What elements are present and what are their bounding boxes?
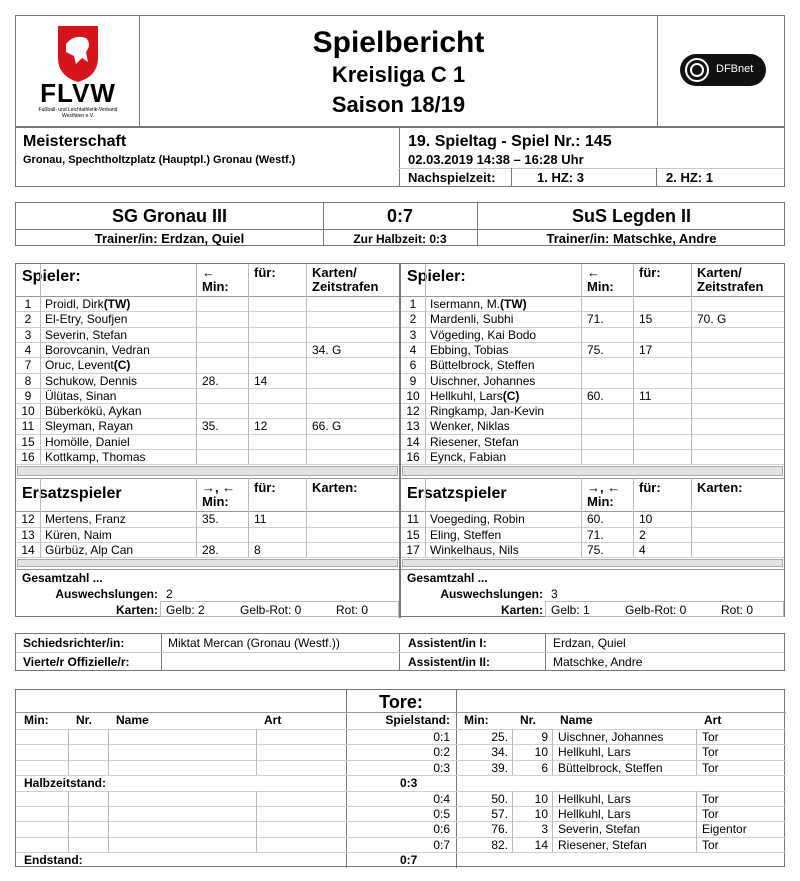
goal-row bbox=[16, 745, 786, 759]
venue: Gronau, Spechtholtzplatz (Hauptpl.) Gronau (Westf.) bbox=[23, 154, 296, 166]
sub-for: 11 bbox=[254, 512, 267, 527]
player-name-text: Ringkamp, Jan-Kevin bbox=[430, 404, 545, 419]
sub-for: 10 bbox=[639, 512, 653, 527]
player-role-tag: (TW) bbox=[103, 297, 131, 311]
sub-minute: 71. bbox=[587, 527, 604, 542]
goal-scorer: Büttelbrock, Steffen bbox=[558, 760, 663, 775]
player-name bbox=[45, 419, 133, 433]
player-name-text: Uischner, Johannes bbox=[430, 373, 536, 388]
goal-score: 0:1 bbox=[433, 730, 450, 744]
goal-row bbox=[16, 822, 786, 836]
home-subs-fuer: für: bbox=[254, 480, 276, 496]
goal-row bbox=[16, 838, 786, 852]
halftime-score: 0:3 bbox=[400, 776, 418, 791]
player-name-text: El-Etry, Soufjen bbox=[45, 312, 128, 327]
player-number: 13 bbox=[406, 419, 420, 434]
home-player-row bbox=[16, 404, 399, 418]
goal-type: Tor bbox=[702, 730, 719, 744]
home-player-row bbox=[16, 312, 399, 326]
goal-minute: 34. bbox=[491, 745, 508, 760]
player-name-text: Riesener, Stefan bbox=[430, 434, 519, 449]
player-name-text: Ebbing, Tobias bbox=[430, 342, 509, 357]
goals-section bbox=[15, 689, 785, 867]
goal-score: 0:7 bbox=[433, 837, 450, 852]
goal-scorer: Riesener, Stefan bbox=[558, 837, 647, 852]
player-number: 6 bbox=[409, 358, 417, 373]
home-subs-arrow: →, ← bbox=[202, 480, 236, 496]
goal-number: 10 bbox=[534, 791, 548, 806]
away-player-row bbox=[401, 343, 784, 357]
away-player-row bbox=[401, 419, 784, 433]
player-name bbox=[430, 328, 536, 342]
assistant-2-label: Assistent/in II: bbox=[408, 655, 491, 669]
player-number: 4 bbox=[24, 342, 32, 357]
player-name bbox=[430, 435, 519, 449]
home-yellowred-count: Gelb-Rot: 0 bbox=[240, 603, 302, 618]
sub-minute: 60. bbox=[587, 388, 604, 403]
sub-minute: 60. bbox=[587, 512, 604, 527]
first-half-extra: 1. HZ: 3 bbox=[537, 170, 584, 185]
away-sub-row bbox=[401, 528, 784, 542]
dfbnet-logo bbox=[680, 54, 766, 86]
goal-number: 10 bbox=[534, 807, 548, 821]
away-subs-arrow: →, ← bbox=[587, 480, 621, 496]
goal-scorer: Hellkuhl, Lars bbox=[558, 745, 631, 760]
spielstand-heading: Spielstand: bbox=[385, 713, 450, 727]
sub-for: 8 bbox=[254, 542, 261, 557]
sub-for: 12 bbox=[254, 419, 268, 434]
home-sub-row bbox=[16, 543, 399, 557]
referee-name: Miktat Mercan (Gronau (Westf.)) bbox=[168, 636, 340, 650]
home-karten-heading: Karten/ bbox=[312, 265, 357, 280]
home-player-row bbox=[16, 419, 399, 433]
home-cards-label: Karten: bbox=[115, 603, 158, 618]
player-name: Voegeding, Robin bbox=[430, 512, 525, 527]
goal-number: 9 bbox=[541, 730, 548, 744]
flvw-logo bbox=[26, 22, 130, 122]
home-goal-min-heading: Min: bbox=[24, 713, 49, 727]
goal-scorer: Severin, Stefan bbox=[558, 822, 641, 837]
scoreboard bbox=[15, 202, 785, 246]
home-player-row bbox=[16, 358, 399, 372]
home-goal-art-heading: Art bbox=[264, 713, 282, 727]
home-subs-min: Min: bbox=[202, 494, 229, 510]
away-team: SuS Legden II bbox=[571, 206, 691, 226]
home-subs-karten: Karten: bbox=[312, 480, 358, 496]
player-number: 12 bbox=[21, 512, 35, 527]
away-sub-row bbox=[401, 543, 784, 557]
away-subs-min: Min: bbox=[587, 494, 614, 510]
goal-number: 3 bbox=[541, 822, 548, 837]
league-name: Kreisliga C 1 bbox=[331, 62, 466, 87]
player-name bbox=[430, 419, 510, 433]
goal-score: 0:3 bbox=[433, 760, 450, 775]
away-fuer-heading: für: bbox=[639, 265, 661, 280]
away-yellow-count: Gelb: 1 bbox=[551, 603, 590, 618]
sub-for: 17 bbox=[639, 342, 653, 357]
away-red-count: Rot: 0 bbox=[721, 603, 754, 618]
home-yellow-count: Gelb: 2 bbox=[166, 603, 205, 618]
player-name-text: Oruc, Levent bbox=[45, 358, 114, 373]
player-name-text: Ülütas, Sinan bbox=[45, 388, 117, 403]
player-name-text: Proidl, Dirk bbox=[45, 297, 104, 311]
player-name-text: Vögeding, Kai Bodo bbox=[430, 327, 537, 342]
sub-minute: 28. bbox=[202, 373, 219, 388]
away-subs-fuer: für: bbox=[639, 480, 661, 496]
player-name bbox=[430, 450, 506, 464]
player-role-tag: (C) bbox=[502, 388, 520, 403]
competition: Meisterschaft bbox=[23, 133, 127, 150]
player-number: 10 bbox=[406, 388, 420, 403]
home-team: SG Gronau III bbox=[111, 206, 227, 226]
home-zeitstrafen-heading: Zeitstrafen bbox=[312, 279, 379, 294]
player-name-text: Severin, Stefan bbox=[45, 327, 128, 342]
player-name-text: Mardenli, Subhi bbox=[430, 312, 514, 327]
home-player-row bbox=[16, 389, 399, 403]
goal-type: Tor bbox=[702, 837, 719, 852]
player-number: 1 bbox=[409, 297, 417, 311]
goal-minute: 57. bbox=[491, 807, 508, 821]
goal-scorer: Hellkuhl, Lars bbox=[558, 807, 631, 821]
away-cards-label: Karten: bbox=[500, 603, 543, 618]
player-name bbox=[430, 358, 535, 372]
away-ausw-count: 3 bbox=[551, 587, 558, 602]
goal-row bbox=[16, 730, 786, 744]
player-name bbox=[45, 343, 150, 357]
player-number: 11 bbox=[406, 512, 420, 527]
home-coach: Trainer/in: Erdzan, Quiel bbox=[94, 231, 245, 246]
player-role-tag: (C) bbox=[113, 358, 131, 373]
goal-number: 14 bbox=[534, 837, 548, 852]
home-sub-row bbox=[16, 528, 399, 542]
assistant-2-name: Matschke, Andre bbox=[553, 655, 643, 669]
home-ausw-label: Auswechslungen: bbox=[55, 587, 158, 602]
player-number: 17 bbox=[406, 542, 420, 557]
goal-score: 0:5 bbox=[433, 807, 450, 821]
referee-label: Schiedsrichter/in: bbox=[23, 636, 125, 650]
fourth-official-label: Vierte/r Offizielle/r: bbox=[23, 655, 130, 669]
player-name bbox=[45, 389, 116, 403]
player-name bbox=[430, 374, 535, 388]
goal-minute: 82. bbox=[491, 837, 508, 852]
player-number: 16 bbox=[21, 450, 35, 464]
away-player-row bbox=[401, 328, 784, 342]
away-player-row bbox=[401, 389, 784, 403]
away-player-row bbox=[401, 435, 784, 449]
goal-minute: 25. bbox=[491, 730, 508, 744]
logo-text: FLVW bbox=[40, 78, 116, 108]
player-name-text: Büttelbrock, Steffen bbox=[430, 358, 535, 373]
goal-type: Eigentor bbox=[702, 822, 747, 837]
season: Saison 18/19 bbox=[331, 92, 466, 117]
goal-scorer: Hellkuhl, Lars bbox=[558, 791, 631, 806]
assistant-1-label: Assistent/in I: bbox=[408, 636, 487, 650]
home-player-row bbox=[16, 450, 399, 464]
goal-row bbox=[16, 761, 786, 775]
goal-number: 6 bbox=[541, 760, 548, 775]
logo-subtitle: Fußball- und Leichtathletik-Verband bbox=[38, 107, 118, 113]
player-number: 14 bbox=[406, 434, 420, 449]
player-name-text: Hellkuhl, Lars bbox=[430, 388, 503, 403]
sub-for: 15 bbox=[639, 312, 653, 327]
player-name bbox=[430, 404, 544, 418]
away-subs-karten: Karten: bbox=[697, 480, 743, 496]
player-name bbox=[45, 328, 127, 342]
player-name: Winkelhaus, Nils bbox=[430, 542, 519, 557]
sub-minute: 35. bbox=[202, 512, 219, 527]
player-number: 2 bbox=[409, 312, 417, 327]
player-name-text: Borovcanin, Vedran bbox=[45, 342, 150, 357]
away-goal-nr-heading: Nr. bbox=[520, 713, 537, 727]
goal-score: 0:2 bbox=[433, 745, 450, 760]
player-number: 16 bbox=[406, 450, 420, 464]
final-label: Endstand: bbox=[24, 853, 83, 868]
away-subs-heading: Ersatzspieler bbox=[407, 485, 507, 503]
assistant-1-name: Erdzan, Quiel bbox=[553, 636, 626, 650]
home-sub-row bbox=[16, 512, 399, 526]
goal-number: 10 bbox=[534, 745, 548, 760]
goal-score: 0:6 bbox=[433, 822, 450, 837]
away-goal-name-heading: Name bbox=[560, 713, 593, 727]
lineups-section bbox=[15, 263, 785, 617]
goal-row bbox=[16, 792, 786, 806]
away-player-row bbox=[401, 297, 784, 311]
home-players-heading: Spieler: bbox=[22, 268, 81, 285]
card-entry: 66. G bbox=[312, 419, 342, 434]
goal-row bbox=[16, 807, 786, 821]
player-number: 13 bbox=[21, 527, 35, 542]
away-ausw-label: Auswechslungen: bbox=[440, 587, 543, 602]
player-number: 15 bbox=[21, 434, 35, 449]
home-player-row bbox=[16, 435, 399, 449]
home-subs-heading: Ersatzspieler bbox=[22, 485, 122, 503]
player-name-text: Eynck, Fabian bbox=[430, 450, 507, 464]
away-sub-row bbox=[401, 512, 784, 526]
home-goal-nr-heading: Nr. bbox=[76, 713, 93, 727]
home-player-row bbox=[16, 343, 399, 357]
flvw-shield-icon bbox=[26, 22, 130, 84]
player-number: 10 bbox=[21, 404, 35, 419]
goal-minute: 50. bbox=[491, 791, 508, 806]
away-player-row bbox=[401, 404, 784, 418]
home-min-arrow: ← bbox=[202, 265, 215, 280]
officials bbox=[15, 633, 785, 671]
sub-for: 14 bbox=[254, 373, 268, 388]
page-title: Spielbericht bbox=[312, 26, 485, 59]
card-entry: 34. G bbox=[312, 342, 342, 357]
match-datetime: 02.03.2019 14:38 – 16:28 Uhr bbox=[408, 152, 584, 167]
away-player-row bbox=[401, 358, 784, 372]
home-totals-heading: Gesamtzahl ... bbox=[22, 571, 103, 586]
final-score: 0:7 bbox=[386, 206, 413, 226]
player-name bbox=[430, 297, 527, 311]
away-karten-heading: Karten/ bbox=[697, 265, 742, 280]
logo-subtitle-2: Westfalen e.V. bbox=[62, 113, 94, 119]
home-player-row bbox=[16, 297, 399, 311]
player-name: Mertens, Franz bbox=[45, 512, 126, 527]
home-fuer-heading: für: bbox=[254, 265, 276, 280]
away-player-row bbox=[401, 312, 784, 326]
player-number: 14 bbox=[21, 542, 35, 557]
goal-minute: 39. bbox=[491, 760, 508, 775]
header bbox=[15, 15, 785, 127]
sub-minute: 71. bbox=[587, 312, 604, 327]
player-name-text: Homölle, Daniel bbox=[45, 434, 130, 449]
goal-type: Tor bbox=[702, 745, 719, 760]
nachspielzeit-label: Nachspielzeit: bbox=[408, 170, 496, 185]
home-ausw-count: 2 bbox=[166, 587, 173, 602]
player-name bbox=[45, 435, 130, 449]
home-min-heading: Min: bbox=[202, 279, 229, 294]
away-zeitstrafen-heading: Zeitstrafen bbox=[697, 279, 764, 294]
player-name-text: Büberkökü, Aykan bbox=[45, 404, 142, 419]
player-name-text: Sleyman, Rayan bbox=[45, 419, 134, 434]
player-name-text: Isermann, M. bbox=[430, 297, 501, 311]
away-player-row bbox=[401, 450, 784, 464]
player-number: 3 bbox=[24, 327, 32, 342]
sub-minute: 35. bbox=[202, 419, 219, 434]
matchday: 19. Spieltag - Spiel Nr.: 145 bbox=[408, 133, 612, 150]
player-name: Küren, Naim bbox=[45, 527, 112, 542]
player-number: 2 bbox=[24, 312, 32, 327]
home-player-row bbox=[16, 374, 399, 388]
player-name bbox=[45, 297, 130, 311]
dfb-emblem-icon bbox=[684, 57, 710, 83]
goal-type: Tor bbox=[702, 791, 719, 806]
player-name-text: Kottkamp, Thomas bbox=[45, 450, 146, 464]
goals-heading: Tore: bbox=[379, 692, 423, 712]
goal-type: Tor bbox=[702, 807, 719, 821]
player-name bbox=[430, 389, 519, 403]
sub-minute: 28. bbox=[202, 542, 219, 557]
home-red-count: Rot: 0 bbox=[336, 603, 369, 618]
player-name bbox=[430, 343, 509, 357]
player-role-tag: (TW) bbox=[500, 297, 527, 311]
away-players-heading: Spieler: bbox=[407, 268, 466, 285]
second-half-extra: 2. HZ: 1 bbox=[666, 170, 713, 185]
home-player-row bbox=[16, 328, 399, 342]
card-entry: 70. G bbox=[697, 312, 727, 327]
player-name-text: Wenker, Niklas bbox=[430, 419, 510, 434]
away-totals-heading: Gesamtzahl ... bbox=[407, 571, 488, 586]
player-name bbox=[430, 312, 513, 326]
sub-minute: 75. bbox=[587, 342, 604, 357]
sub-for: 4 bbox=[639, 542, 646, 557]
player-number: 8 bbox=[24, 373, 32, 388]
sub-minute: 75. bbox=[587, 542, 604, 557]
final-score: 0:7 bbox=[400, 853, 418, 868]
player-number: 4 bbox=[409, 342, 417, 357]
home-goal-name-heading: Name bbox=[116, 713, 149, 727]
player-name-text: Schukow, Dennis bbox=[45, 373, 138, 388]
away-player-row bbox=[401, 374, 784, 388]
sub-for: 11 bbox=[639, 388, 652, 403]
player-name bbox=[45, 450, 146, 464]
goal-score: 0:4 bbox=[433, 791, 450, 806]
away-coach: Trainer/in: Matschke, Andre bbox=[546, 231, 717, 246]
halftime-label: Halbzeitstand: bbox=[24, 776, 107, 791]
player-name: Gürbüz, Alp Can bbox=[45, 542, 134, 557]
player-number: 1 bbox=[24, 297, 32, 311]
player-number: 12 bbox=[406, 404, 420, 419]
goal-type: Tor bbox=[702, 760, 719, 775]
match-info bbox=[15, 127, 785, 187]
player-name bbox=[45, 404, 142, 418]
player-name bbox=[45, 358, 130, 372]
player-number: 3 bbox=[409, 327, 417, 342]
away-min-heading: Min: bbox=[587, 279, 614, 294]
away-min-arrow: ← bbox=[587, 265, 600, 280]
player-number: 7 bbox=[24, 358, 32, 373]
away-goal-art-heading: Art bbox=[704, 713, 722, 727]
goal-scorer: Uischner, Johannes bbox=[558, 730, 664, 744]
player-number: 11 bbox=[21, 419, 35, 434]
player-number: 9 bbox=[24, 388, 32, 403]
player-name: Eling, Steffen bbox=[430, 527, 502, 542]
halftime-score: Zur Halbzeit: 0:3 bbox=[353, 232, 447, 246]
player-number: 9 bbox=[409, 373, 417, 388]
player-name bbox=[45, 312, 127, 326]
away-goal-min-heading: Min: bbox=[464, 713, 489, 727]
sub-for: 2 bbox=[639, 527, 646, 542]
goal-minute: 76. bbox=[491, 822, 508, 837]
dfbnet-label: DFBnet bbox=[716, 63, 754, 75]
away-yellowred-count: Gelb-Rot: 0 bbox=[625, 603, 687, 618]
player-number: 15 bbox=[406, 527, 420, 542]
player-name bbox=[45, 374, 137, 388]
